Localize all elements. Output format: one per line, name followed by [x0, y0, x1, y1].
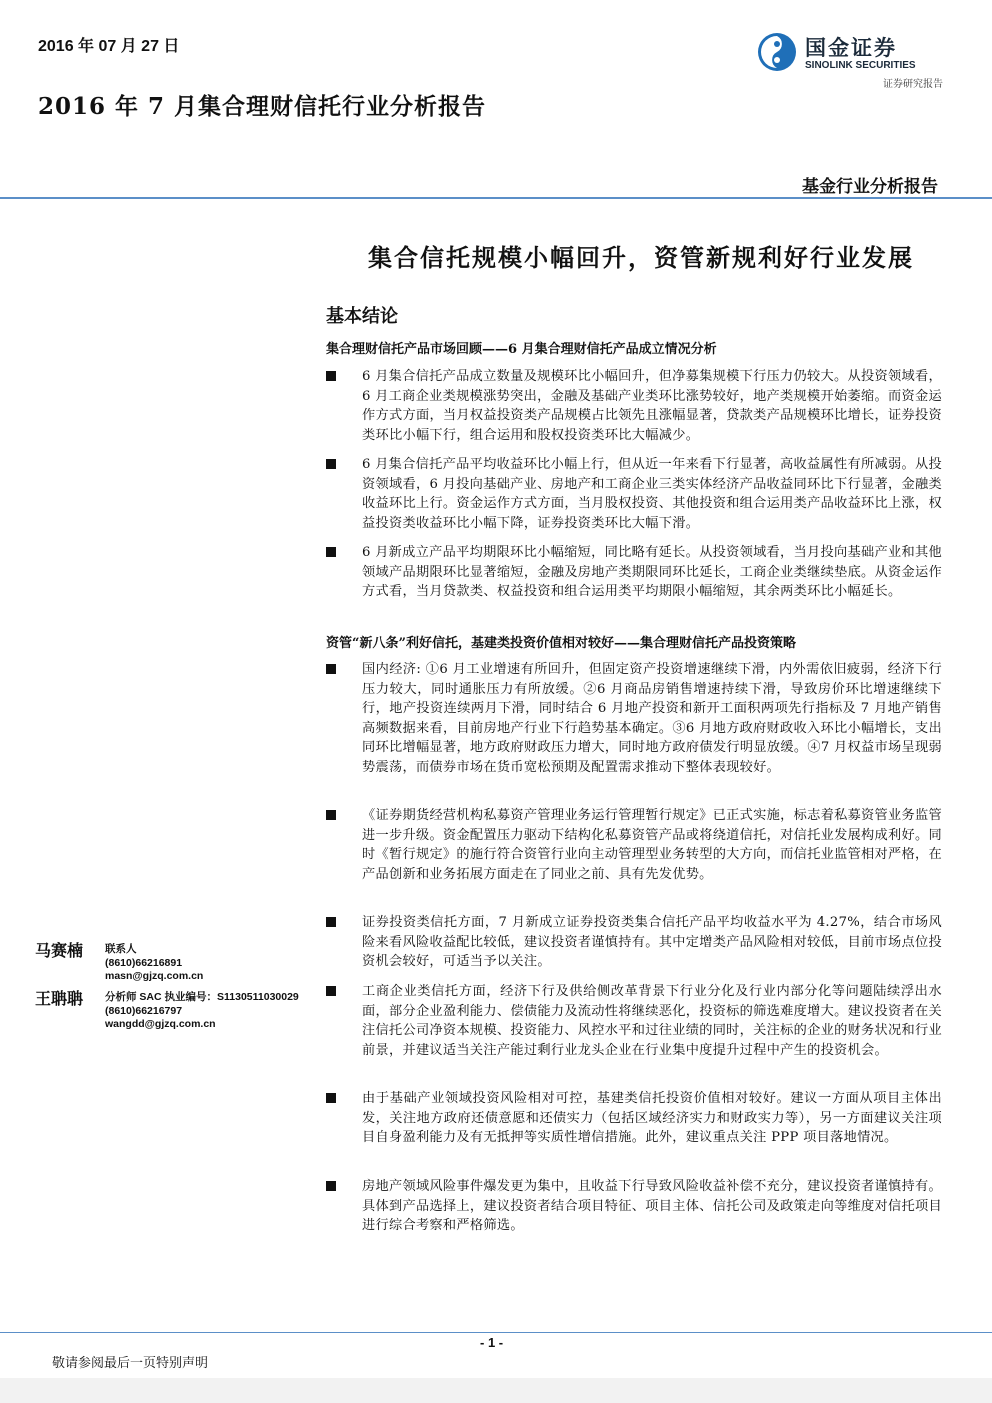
- analyst-phone: (8610)66216797: [105, 1004, 183, 1017]
- bullet-text: 由于基础产业领域投资风险相对可控，基建类信托投资价值相对较好。建议一方面从项目主体出发，关注地方政府还债意愿和还债实力（包括区域经济实力和财政实力等），另一方面建议关注项目自身盈利能力及有无抵押等实质性增信措施。此外，建议重点关注 PPP 项目落地情况。: [362, 1091, 942, 1146]
- logo-english-name: SINOLINK SECURITIES: [805, 60, 916, 71]
- bullet-text: 工商企业类信托方面，经济下行及供给侧改革背景下行业分化及行业内部分化等问题陆续浮出水面，部分企业盈利能力、偿债能力及流动性将继续恶化，投资标的筛选难度增大。建议投资者在关注信托公司净资本规模、投资能力、风控水平和过往业绩的同时，关注标的企业的财务状况和行业前景，并建议适当关注产能过剩行业龙头企业在行业集中度提升过程中产生的投资机会。: [362, 984, 942, 1058]
- header-divider: [0, 197, 992, 199]
- company-logo: [755, 30, 945, 90]
- square-bullet-icon: [326, 1181, 336, 1191]
- bullet-item: [326, 367, 942, 445]
- bullet-text: 6 月新成立产品平均期限环比小幅缩短，同比略有延长。从投资领域看，当月投向基础产业和其他领域产品期限环比显著缩短，金融及房地产类期限同环比延长，工商企业类继续垫底。从资金运作方式看，当月贷款类、权益投资和组合运用类平均期限小幅缩短，其余两类环比小幅延长。: [362, 545, 942, 600]
- square-bullet-icon: [326, 664, 336, 674]
- analyst-name: 马赛楠: [35, 941, 84, 960]
- bullet-item: [326, 1089, 942, 1148]
- bullet-text: 6 月集合信托产品成立数量及规模环比小幅回升，但净募集规模下行压力仍较大。从投资领域看，6 月工商企业类规模涨势突出，金融及基础产业类环比涨势较好，地产类规模开始萎缩。而资金运作方式方面，当月权益投资类产品规模占比领先且涨幅显著，贷款类产品规模环比增长，证券投资类环比小幅下行，组合运用和股权投资类环比大幅减少。: [362, 369, 942, 443]
- square-bullet-icon: [326, 547, 336, 557]
- subsection-title: 集合理财信托产品市场回顾——6 月集合理财信托产品成立情况分析: [326, 342, 717, 357]
- square-bullet-icon: [326, 459, 336, 469]
- square-bullet-icon: [326, 986, 336, 996]
- analyst-role: 分析师 SAC 执业编号：S1130511030029: [105, 991, 299, 1003]
- square-bullet-icon: [326, 371, 336, 381]
- section-heading: 基本结论: [326, 306, 398, 327]
- report-category: 基金行业分析报告: [802, 177, 938, 197]
- footer-band: [0, 1378, 992, 1403]
- bullet-text: 房地产领域风险事件爆发更为集中，且收益下行导致风险收益补偿不充分，建议投资者谨慎持有。具体到产品选择上，建议投资者结合项目特征、项目主体、信托公司及政策走向等维度对信托项目进行综合考察和严格筛选。: [362, 1179, 942, 1234]
- report-title: 2016 年 7 月集合理财信托行业分析报告: [38, 93, 487, 120]
- analyst-contact: [105, 943, 203, 984]
- bullet-item: [326, 806, 942, 884]
- headline: 集合信托规模小幅回升，资管新规利好行业发展: [368, 243, 914, 272]
- bullet-text: 6 月集合信托产品平均收益环比小幅上行，但从近一年来看下行显著，高收益属性有所减弱。从投资领域看，6 月投向基础产业、房地产和工商企业三类实体经济产品收益同环比下行显著，金融类收益环比上行。资金运作方式方面，当月股权投资、其他投资和组合运用类产品收益环比上涨，权益投资类收益环比小幅下降，证券投资类环比大幅下滑。: [362, 457, 942, 531]
- bullet-text: 国内经济: ①6 月工业增速有所回升，但固定资产投资增速继续下滑，内外需依旧疲弱，经济下行压力较大，同时通胀压力有所放缓。②6 月商品房销售增速持续下滑，导致房价环比增速继续下行，地产投资连续两月下滑，同时结合 6 月地产投资和新开工面积两项先行指标及 7 月地产销售高频数据来看，目前房地产行业下行趋势基本确定。③6 月地方政府财政收入环比小幅增长，支出同环比增幅显著，地方政府财政压力增大，同时地方政府债发行明显放缓。④7 月权益市场呈现弱势震荡，而债券市场在货币宽松预期及配置需求推动下整体表现较好。: [362, 662, 942, 775]
- analyst-role: 联系人: [105, 943, 137, 955]
- footer-divider: [0, 1332, 992, 1333]
- bullet-item: [326, 982, 942, 1060]
- square-bullet-icon: [326, 1093, 336, 1103]
- logo-subtitle: 证券研究报告: [883, 79, 943, 90]
- analyst-phone: (8610)66216891: [105, 956, 183, 969]
- analyst-name: 王聃聃: [35, 989, 84, 1008]
- sinolink-logo-icon: [755, 30, 799, 74]
- bullet-item: [326, 913, 942, 972]
- square-bullet-icon: [326, 810, 336, 820]
- analyst-email[interactable]: masn@gjzq.com.cn: [105, 970, 204, 982]
- analyst-contact: [105, 991, 299, 1032]
- subsection-title: 资管“新八条”利好信托，基建类投资价值相对较好——集合理财信托产品投资策略: [326, 636, 796, 651]
- bullet-text: 《证券期货经营机构私募资产管理业务运行管理暂行规定》已正式实施，标志着私募资管业务监管进一步升级。资金配置压力驱动下结构化私募资管产品或将绕道信托，对信托业发展构成利好。同时《暂行规定》的施行符合资管行业向主动管理型业务转型的大方向，而信托业监管相对严格，在产品创新和业务拓展方面走在了同业之前、具有先发优势。: [362, 808, 942, 882]
- report-date: 2016 年 07 月 27 日: [38, 38, 180, 55]
- analyst-email[interactable]: wangdd@gjzq.com.cn: [105, 1018, 216, 1030]
- page-number: - 1 -: [480, 1335, 504, 1350]
- bullet-text: 证券投资类信托方面，7 月新成立证券投资类集合信托产品平均收益水平为 4.27%，结合市场风险来看风险收益配比较低，建议投资者谨慎持有。其中定增类产品风险相对较低，目前市场点位投资机会较好，可适当予以关注。: [362, 915, 942, 970]
- bullet-item: [326, 1177, 942, 1236]
- bullet-item: [326, 543, 942, 602]
- square-bullet-icon: [326, 917, 336, 927]
- bullet-item: [326, 660, 942, 778]
- bullet-item: [326, 455, 942, 533]
- logo-chinese-name: 国金证券: [805, 36, 897, 60]
- footer-disclaimer: 敬请参阅最后一页特别声明: [52, 1356, 209, 1371]
